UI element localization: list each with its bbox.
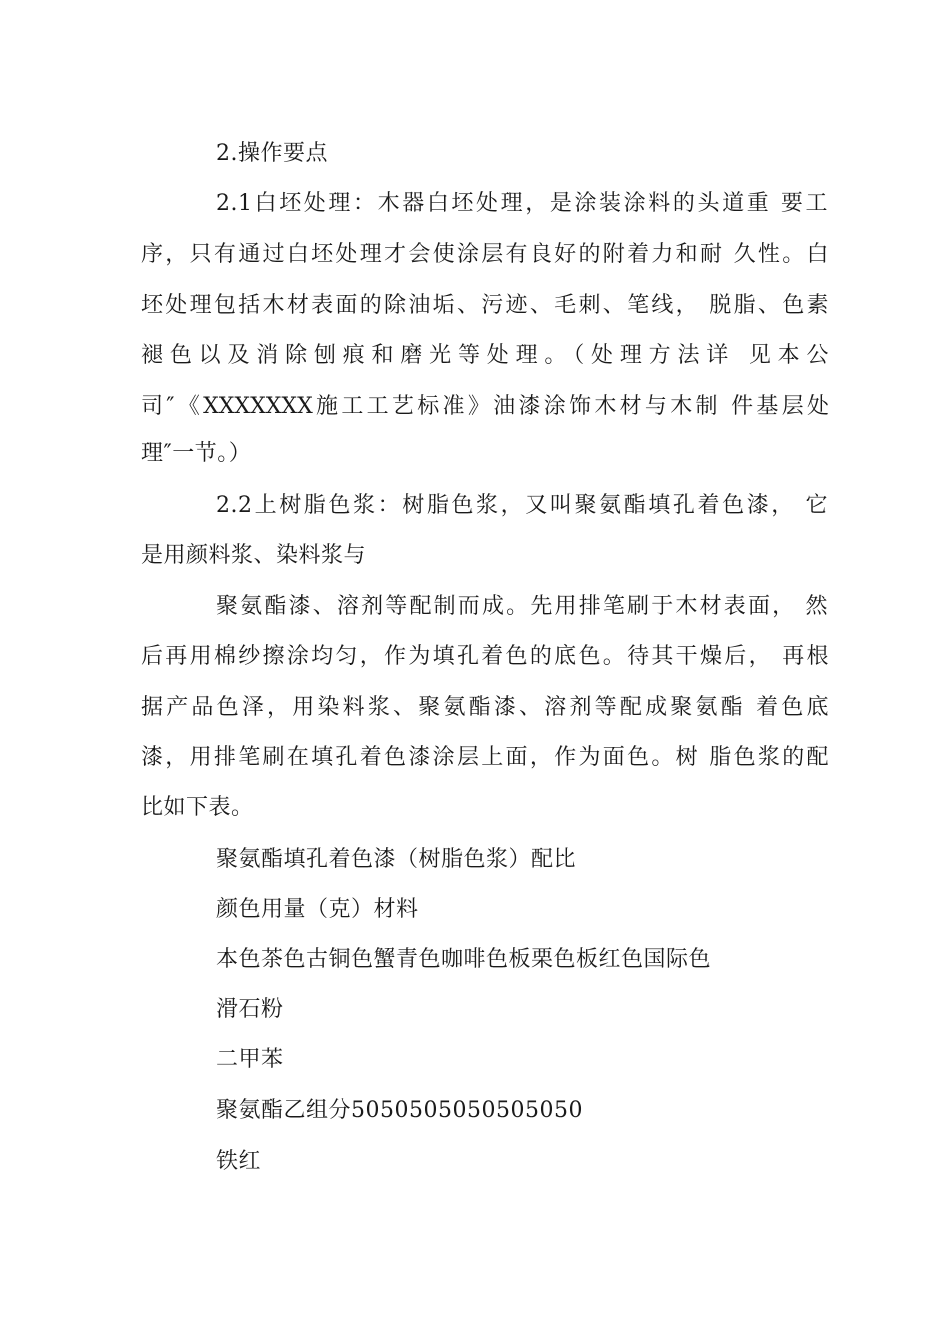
paragraph-line: 漆，用排笔刷在填孔着色漆涂层上面，作为面色。树 脂色浆的配 [141, 745, 829, 770]
table-title: 聚氨酯填孔着色漆（树脂色浆）配比 [216, 847, 577, 872]
table-header-line: 颜色用量（克）材料 [216, 897, 419, 922]
paragraph-line: 2.1白坯处理：木器白坯处理，是涂装涂料的头道重 要工 [216, 191, 828, 216]
paragraph-line: 据产品色泽，用染料浆、聚氨酯漆、溶剂等配成聚氨酯 着色底 [141, 695, 829, 720]
table-material-row: 二甲苯 [216, 1047, 284, 1072]
paragraph-line: 比如下表。 [141, 795, 254, 820]
paragraph-line: 2.2上树脂色浆：树脂色浆，又叫聚氨酯填孔着色漆， 它 [216, 493, 828, 518]
paragraph-line: 后再用棉纱擦涂均匀，作为填孔着色的底色。待其干燥后， 再根 [141, 644, 829, 669]
table-color-row: 本色茶色古铜色蟹青色咖啡色板栗色板红色国际色 [216, 947, 712, 972]
paragraph-line: 坯处理包括木材表面的除油垢、污迹、毛刺、笔线， 脱脂、色素 [141, 293, 829, 318]
paragraph-line: 司″《XXXXXXX施工工艺标准》油漆涂饰木材与木制 件基层处 [141, 394, 829, 419]
paragraph-line: 理″一节。） [141, 441, 252, 466]
paragraph-line: 序，只有通过白坯处理才会使涂层有良好的附着力和耐 久性。白 [141, 242, 829, 267]
table-material-row: 聚氨酯乙组分5050505050505050 [216, 1098, 583, 1123]
table-material-row: 铁红 [216, 1149, 262, 1174]
paragraph-line: 是用颜料浆、染料浆与 [141, 543, 367, 568]
paragraph-line: 褪色以及消除刨痕和磨光等处理。（处理方法详 见本公 [141, 343, 829, 368]
section-heading: 2.操作要点 [216, 141, 328, 166]
table-material-row: 滑石粉 [216, 997, 284, 1022]
paragraph-line: 聚氨酯漆、溶剂等配制而成。先用排笔刷于木材表面， 然 [216, 594, 828, 619]
